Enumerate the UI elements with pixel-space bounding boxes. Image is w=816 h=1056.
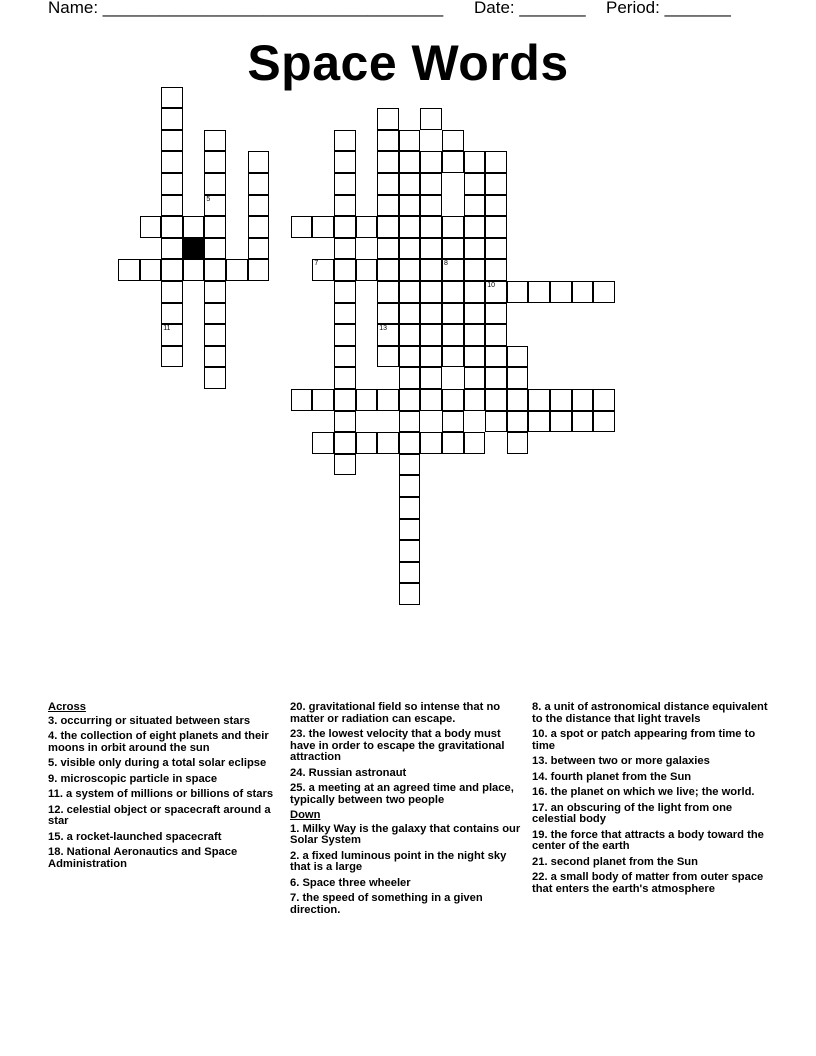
grid-cell[interactable] xyxy=(399,519,421,541)
grid-cell[interactable] xyxy=(399,583,421,605)
grid-cell[interactable] xyxy=(399,238,421,260)
grid-cell[interactable] xyxy=(485,411,507,433)
grid-cell[interactable] xyxy=(507,346,529,368)
clue-text: 18. National Aeronautics and Space Administration xyxy=(48,846,238,870)
across-heading: Across xyxy=(48,701,86,713)
grid-cell[interactable] xyxy=(334,432,356,454)
grid-cell[interactable] xyxy=(464,259,486,281)
grid-cell[interactable] xyxy=(161,151,183,173)
grid-cell[interactable] xyxy=(550,389,572,411)
grid-cell[interactable] xyxy=(334,454,356,476)
clue-text: 15. a rocket-launched spacecraft xyxy=(48,830,222,843)
grid-cell[interactable] xyxy=(377,324,399,346)
grid-cell[interactable] xyxy=(161,130,183,152)
grid-cell[interactable] xyxy=(334,324,356,346)
grid-cell[interactable] xyxy=(377,281,399,303)
grid-cell[interactable] xyxy=(377,108,399,130)
grid-cell[interactable] xyxy=(507,281,529,303)
grid-cell[interactable] xyxy=(161,346,183,368)
grid-cell[interactable] xyxy=(334,303,356,325)
grid-cell[interactable] xyxy=(377,346,399,368)
grid-cell[interactable] xyxy=(161,195,183,217)
grid-cell[interactable] xyxy=(377,151,399,173)
grid-cell[interactable] xyxy=(550,281,572,303)
grid-cell[interactable] xyxy=(334,367,356,389)
grid-cell[interactable] xyxy=(420,238,442,260)
grid-cell[interactable] xyxy=(377,173,399,195)
grid-cell[interactable] xyxy=(464,303,486,325)
grid-cell[interactable] xyxy=(485,195,507,217)
grid-cell[interactable] xyxy=(485,238,507,260)
grid-cell[interactable] xyxy=(334,259,356,281)
grid-cell[interactable] xyxy=(464,389,486,411)
grid-cell[interactable] xyxy=(420,173,442,195)
grid-cell[interactable] xyxy=(204,367,226,389)
grid-cell[interactable] xyxy=(248,151,270,173)
grid-cell[interactable] xyxy=(377,216,399,238)
grid-cell[interactable] xyxy=(420,259,442,281)
grid-cell[interactable] xyxy=(377,259,399,281)
grid-cell[interactable] xyxy=(204,259,226,281)
clue-text: 9. microscopic particle in space xyxy=(48,772,218,785)
grid-cell[interactable] xyxy=(161,173,183,195)
grid-cell[interactable] xyxy=(464,281,486,303)
grid-cell[interactable] xyxy=(507,367,529,389)
clue-text: 10. a spot or patch appearing from time to time xyxy=(532,728,756,752)
grid-cell[interactable] xyxy=(464,432,486,454)
grid-cell[interactable] xyxy=(420,303,442,325)
grid-cell[interactable] xyxy=(334,389,356,411)
grid-cell[interactable] xyxy=(248,195,270,217)
grid-cell[interactable] xyxy=(140,259,162,281)
grid-cell[interactable] xyxy=(464,324,486,346)
clue-text: 11. a system of millions or billions of stars xyxy=(48,788,274,800)
grid-cell[interactable] xyxy=(399,454,421,476)
grid-cell[interactable] xyxy=(420,346,442,368)
grid-cell[interactable] xyxy=(442,216,464,238)
grid-cell[interactable] xyxy=(377,238,399,260)
grid-cell[interactable] xyxy=(399,151,421,173)
grid-cell[interactable] xyxy=(399,432,421,454)
grid-cell[interactable] xyxy=(442,259,464,281)
clue-text: 7. the speed of something in a given direction. xyxy=(290,892,483,916)
clue-text: 14. fourth planet from the Sun xyxy=(532,770,692,783)
grid-cell[interactable] xyxy=(442,389,464,411)
grid-cell[interactable] xyxy=(399,411,421,433)
grid-cell[interactable] xyxy=(528,281,550,303)
grid-cell[interactable] xyxy=(442,238,464,260)
grid-cell[interactable] xyxy=(485,151,507,173)
grid-cell[interactable] xyxy=(399,389,421,411)
clue-text: 22. a small body of matter from outer space that enters the earth's atmosphere xyxy=(532,871,764,895)
grid-cell[interactable] xyxy=(183,216,205,238)
grid-cell[interactable] xyxy=(464,367,486,389)
grid-cell[interactable] xyxy=(204,238,226,260)
grid-cell[interactable] xyxy=(377,130,399,152)
grid-cell[interactable] xyxy=(334,173,356,195)
grid-cell[interactable] xyxy=(464,195,486,217)
date-line[interactable]: Date: _______ xyxy=(474,0,586,17)
grid-cell[interactable] xyxy=(420,324,442,346)
grid-cell[interactable] xyxy=(334,281,356,303)
grid-cell[interactable] xyxy=(334,130,356,152)
grid-cell[interactable] xyxy=(420,432,442,454)
grid-cell[interactable] xyxy=(442,151,464,173)
clue-text: 3. occurring or situated between stars xyxy=(48,714,251,727)
clue-number: 13 xyxy=(379,325,387,333)
grid-cell[interactable] xyxy=(507,389,529,411)
grid-cell[interactable] xyxy=(442,281,464,303)
clue-number: 8 xyxy=(444,260,448,268)
grid-cell[interactable] xyxy=(420,367,442,389)
grid-cell[interactable] xyxy=(442,324,464,346)
grid-cell[interactable] xyxy=(507,432,529,454)
grid-cell[interactable] xyxy=(377,195,399,217)
grid-cell[interactable] xyxy=(550,411,572,433)
clues-col2 xyxy=(290,702,522,920)
grid-cell[interactable] xyxy=(420,281,442,303)
grid-cell[interactable] xyxy=(464,151,486,173)
grid-cell[interactable] xyxy=(399,324,421,346)
grid-cell[interactable] xyxy=(399,367,421,389)
grid-cell[interactable] xyxy=(334,195,356,217)
grid-cell[interactable] xyxy=(161,238,183,260)
grid-cell[interactable] xyxy=(291,389,313,411)
grid-cell[interactable] xyxy=(204,173,226,195)
grid-cell[interactable] xyxy=(442,346,464,368)
clue-text: 24. Russian astronaut xyxy=(290,766,407,779)
grid-cell[interactable] xyxy=(334,411,356,433)
grid-cell[interactable] xyxy=(464,216,486,238)
grid-cell[interactable] xyxy=(356,216,378,238)
name-line[interactable]: Name: ____________________________________ xyxy=(48,0,444,17)
grid-cell[interactable] xyxy=(528,389,550,411)
grid-cell[interactable] xyxy=(399,281,421,303)
grid-cell[interactable] xyxy=(312,259,334,281)
clue-text: 4. the collection of eight planets and their moons in orbit around the sun xyxy=(48,730,269,754)
down-clues-col3 xyxy=(532,702,770,899)
grid-cell[interactable] xyxy=(334,151,356,173)
grid-cell[interactable] xyxy=(464,173,486,195)
grid-cell[interactable] xyxy=(442,130,464,152)
grid-cell[interactable] xyxy=(204,303,226,325)
across-clues-col1 xyxy=(48,702,280,874)
grid-cell[interactable] xyxy=(485,303,507,325)
clue-number: 5 xyxy=(206,195,211,203)
grid-cell[interactable] xyxy=(377,432,399,454)
grid-cell[interactable] xyxy=(377,389,399,411)
grid-cell[interactable] xyxy=(464,346,486,368)
grid-cell[interactable] xyxy=(420,108,442,130)
clue-text: 8. a unit of astronomical distance equivalent to the distance that light travels xyxy=(532,701,768,725)
grid-cell[interactable] xyxy=(248,173,270,195)
grid-cell[interactable] xyxy=(399,562,421,584)
clue-text: 5. visible only during a total solar eclipse xyxy=(48,757,267,769)
grid-cell[interactable] xyxy=(204,346,226,368)
grid-cell[interactable] xyxy=(356,259,378,281)
clue-number: 7 xyxy=(314,260,319,268)
grid-cell[interactable] xyxy=(140,216,162,238)
grid-cell[interactable] xyxy=(399,540,421,562)
grid-cell[interactable] xyxy=(442,411,464,433)
grid-cell[interactable] xyxy=(204,324,226,346)
grid-cell[interactable] xyxy=(593,389,615,411)
grid-cell[interactable] xyxy=(399,497,421,519)
grid-cell[interactable] xyxy=(399,195,421,217)
grid-cell[interactable] xyxy=(377,303,399,325)
grid-cell[interactable] xyxy=(161,87,183,109)
grid-cell[interactable] xyxy=(204,281,226,303)
clue-text: 23. the lowest velocity that a body must have in order to escape the gravitational attraction xyxy=(290,728,505,763)
grid-cell[interactable] xyxy=(399,216,421,238)
grid-cell[interactable] xyxy=(226,259,248,281)
grid-cell[interactable] xyxy=(572,389,594,411)
grid-cell[interactable] xyxy=(312,216,334,238)
clue-text: 16. the planet on which we live; the world. xyxy=(532,786,755,798)
grid-cell[interactable] xyxy=(485,281,507,303)
grid-cell[interactable] xyxy=(334,216,356,238)
grid-cell[interactable] xyxy=(334,238,356,260)
black-square xyxy=(183,238,205,260)
grid-cell[interactable] xyxy=(183,259,205,281)
grid-cell[interactable] xyxy=(356,389,378,411)
clue-text: 2. a fixed luminous point in the night sky that is a large xyxy=(290,849,507,873)
grid-cell[interactable] xyxy=(593,411,615,433)
grid-cell[interactable] xyxy=(248,259,270,281)
grid-cell[interactable] xyxy=(420,389,442,411)
grid-cell[interactable] xyxy=(399,259,421,281)
grid-cell[interactable] xyxy=(399,475,421,497)
clue-number: 11 xyxy=(163,325,171,333)
grid-cell[interactable] xyxy=(507,411,529,433)
period-line[interactable]: Period: _______ xyxy=(606,0,731,17)
grid-cell[interactable] xyxy=(161,324,183,346)
grid-cell[interactable] xyxy=(420,195,442,217)
clue-text: 13. between two or more galaxies xyxy=(532,755,710,767)
down-heading: Down xyxy=(290,809,321,821)
clue-text: 6. Space three wheeler xyxy=(290,876,411,889)
clue-text: 21. second planet from the Sun xyxy=(532,855,698,868)
grid-cell[interactable] xyxy=(356,432,378,454)
grid-cell[interactable] xyxy=(291,216,313,238)
grid-cell[interactable] xyxy=(204,216,226,238)
grid-cell[interactable] xyxy=(161,216,183,238)
grid-cell[interactable] xyxy=(442,432,464,454)
grid-cell[interactable] xyxy=(420,216,442,238)
grid-cell[interactable] xyxy=(572,281,594,303)
grid-cell[interactable] xyxy=(399,303,421,325)
clue-text: 17. an obscuring of the light from one celestial body xyxy=(532,801,733,825)
clue-number: 10 xyxy=(487,282,495,289)
grid-cell[interactable] xyxy=(248,238,270,260)
grid-cell[interactable] xyxy=(485,389,507,411)
grid-cell[interactable] xyxy=(161,281,183,303)
grid-cell[interactable] xyxy=(399,130,421,152)
grid-cell[interactable] xyxy=(485,346,507,368)
grid-cell[interactable] xyxy=(442,303,464,325)
grid-cell[interactable] xyxy=(528,411,550,433)
grid-cell[interactable] xyxy=(204,151,226,173)
grid-cell[interactable] xyxy=(464,238,486,260)
grid-cell[interactable] xyxy=(161,108,183,130)
grid-cell[interactable] xyxy=(420,151,442,173)
clue-text: 1. Milky Way is the galaxy that contains our Solar System xyxy=(290,822,521,846)
grid-cell[interactable] xyxy=(485,324,507,346)
grid-cell[interactable] xyxy=(593,281,615,303)
grid-cell[interactable] xyxy=(161,303,183,325)
grid-cell[interactable] xyxy=(485,367,507,389)
grid-cell[interactable] xyxy=(118,259,140,281)
grid-cell[interactable] xyxy=(204,195,226,217)
grid-cell[interactable] xyxy=(485,259,507,281)
clue-text: 25. a meeting at an agreed time and place, typically between two people xyxy=(290,782,514,806)
grid-cell[interactable] xyxy=(485,216,507,238)
page-title: Space Words xyxy=(247,35,569,91)
clue-text: 20. gravitational field so intense that no matter or radiation can escape. xyxy=(290,701,501,725)
grid-cell[interactable] xyxy=(485,173,507,195)
grid-cell[interactable] xyxy=(399,173,421,195)
grid-cell[interactable] xyxy=(204,130,226,152)
clue-text: 12. celestial object or spacecraft around a star xyxy=(48,803,271,827)
grid-cell[interactable] xyxy=(312,389,334,411)
grid-cell[interactable] xyxy=(399,346,421,368)
grid-cell[interactable] xyxy=(312,432,334,454)
grid-cell[interactable] xyxy=(334,346,356,368)
grid-cell[interactable] xyxy=(572,411,594,433)
clue-text: 19. the force that attracts a body toward the center of the earth xyxy=(532,828,764,852)
grid-cell[interactable] xyxy=(161,259,183,281)
grid-cell[interactable] xyxy=(248,216,270,238)
